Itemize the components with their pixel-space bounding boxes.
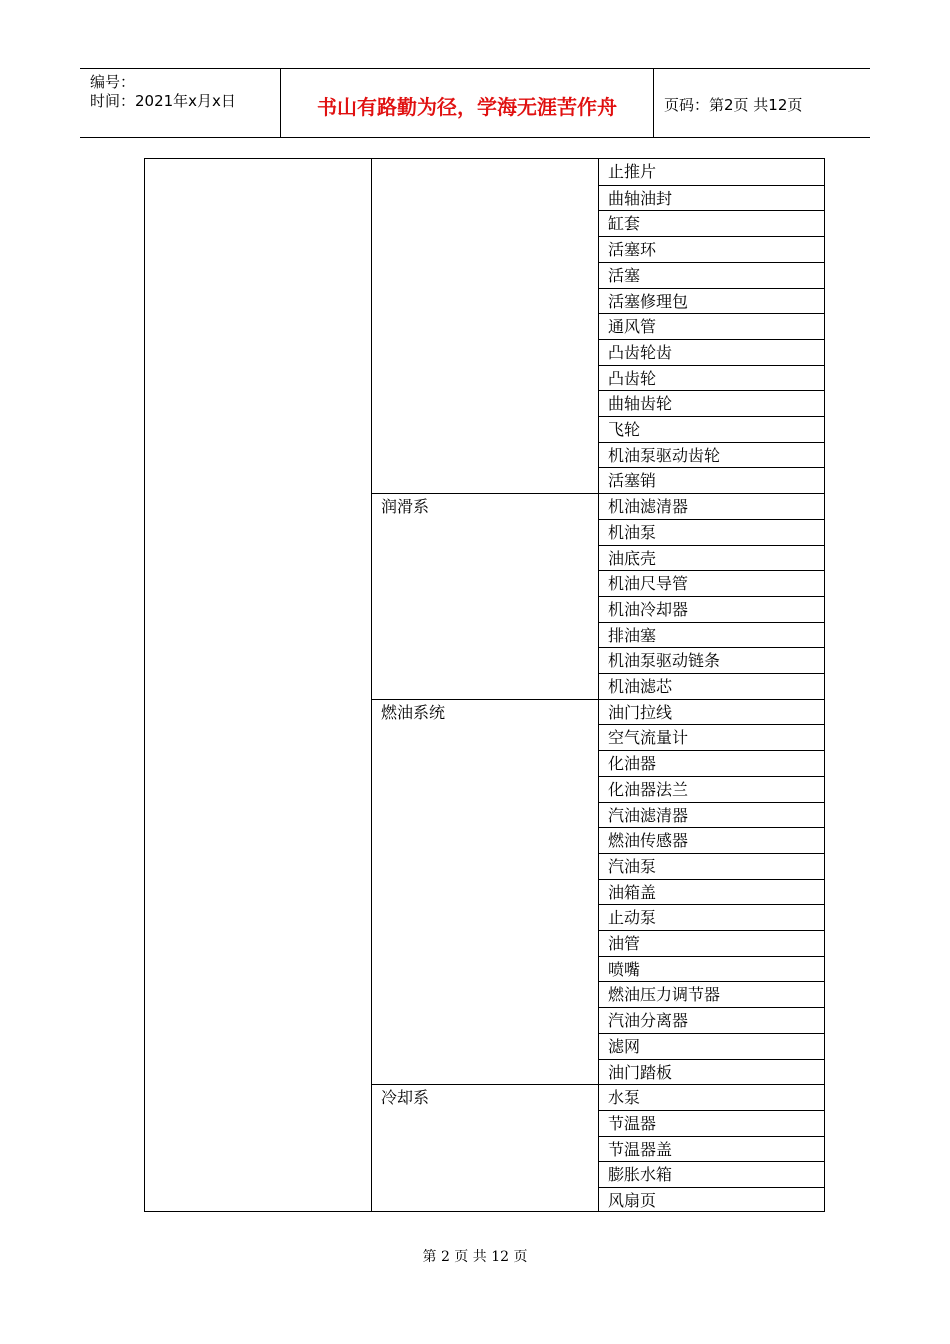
part-row — [599, 1136, 824, 1162]
part-name: 汽油泵 — [608, 856, 657, 876]
part-column — [599, 159, 824, 1211]
part-row — [599, 390, 824, 416]
part-name: 节温器盖 — [608, 1139, 673, 1159]
header-motto-cell — [281, 69, 654, 137]
part-row — [599, 981, 824, 1007]
part-name: 活塞销 — [608, 471, 657, 491]
part-name: 水泵 — [608, 1088, 641, 1108]
part-row — [599, 185, 824, 211]
part-name: 止动泵 — [608, 908, 657, 928]
system-label: 冷却系 — [381, 1088, 430, 1108]
part-row — [599, 210, 824, 236]
part-name: 机油泵驱动链条 — [608, 651, 721, 671]
part-name: 油管 — [608, 934, 641, 953]
part-name: 曲轴油封 — [608, 188, 673, 208]
part-name: 机油尺导管 — [608, 574, 689, 594]
part-row — [599, 236, 824, 262]
header-page-cell — [654, 69, 870, 137]
part-name: 机油泵 — [608, 522, 657, 542]
part-row — [599, 467, 824, 493]
part-row — [599, 699, 824, 725]
part-row — [599, 904, 824, 930]
part-name: 汽油分离器 — [608, 1011, 689, 1031]
part-name: 节温器 — [608, 1113, 657, 1133]
part-name: 滤网 — [608, 1036, 641, 1056]
header-motto: 书山有路勤为径，学海无涯苦作舟 — [317, 95, 617, 119]
part-row — [599, 1187, 824, 1213]
part-row — [599, 622, 824, 648]
header-page-info: 页码：第2页 共12页 — [664, 96, 803, 114]
part-name: 喷嘴 — [608, 959, 641, 979]
system-column — [372, 159, 599, 1211]
part-row — [599, 416, 824, 442]
part-row — [599, 930, 824, 956]
part-row — [599, 1059, 824, 1085]
part-name: 油箱盖 — [608, 882, 657, 902]
part-name: 活塞修理包 — [608, 291, 689, 311]
part-row — [599, 724, 824, 750]
part-row — [599, 570, 824, 596]
part-name: 空气流量计 — [608, 728, 689, 748]
part-row — [599, 159, 824, 185]
part-row — [599, 596, 824, 622]
page-footer — [0, 1246, 950, 1266]
part-row — [599, 365, 824, 391]
part-name: 排油塞 — [608, 625, 657, 645]
part-name: 油门拉线 — [608, 702, 673, 722]
part-name: 燃油压力调节器 — [608, 985, 721, 1005]
part-row — [599, 1110, 824, 1136]
part-row — [599, 853, 824, 879]
part-row — [599, 673, 824, 699]
part-row — [599, 776, 824, 802]
part-name: 飞轮 — [608, 420, 641, 439]
footer-page-number: 第 2 页 共 12 页 — [422, 1249, 528, 1265]
part-name: 凸齿轮齿 — [608, 342, 673, 362]
part-row — [599, 262, 824, 288]
part-row — [599, 647, 824, 673]
part-name: 化油器 — [608, 754, 657, 774]
part-name: 汽油滤清器 — [608, 805, 689, 825]
part-row — [599, 313, 824, 339]
system-label: 润滑系 — [381, 497, 430, 517]
part-name: 风扇页 — [608, 1191, 657, 1210]
part-name: 化油器法兰 — [608, 779, 689, 799]
part-row — [599, 288, 824, 314]
part-row — [599, 879, 824, 905]
part-name: 凸齿轮 — [608, 368, 657, 388]
part-name: 机油滤芯 — [608, 677, 673, 696]
system-label: 燃油系统 — [381, 702, 446, 722]
header-meta-cell — [80, 69, 281, 137]
part-name: 燃油传感器 — [608, 831, 689, 851]
part-name: 机油冷却器 — [608, 599, 689, 619]
part-row — [599, 802, 824, 828]
part-row — [599, 519, 824, 545]
part-row — [599, 1007, 824, 1033]
part-row — [599, 493, 824, 519]
part-name: 膨胀水箱 — [608, 1165, 673, 1185]
part-name: 机油滤清器 — [608, 497, 689, 517]
part-row — [599, 750, 824, 776]
part-row — [599, 442, 824, 468]
page-header — [80, 68, 870, 138]
document-time-label: 时间：2021年x月x日 — [90, 92, 236, 110]
part-row — [599, 1033, 824, 1059]
part-name: 曲轴齿轮 — [608, 394, 673, 414]
parts-table — [144, 158, 825, 1212]
part-name: 活塞环 — [608, 240, 657, 260]
part-row — [599, 545, 824, 571]
part-name: 缸套 — [608, 214, 641, 234]
category-column — [145, 159, 372, 1211]
part-name: 通风管 — [608, 317, 657, 337]
part-name: 油门踏板 — [608, 1062, 673, 1082]
part-row — [599, 339, 824, 365]
part-name: 油底壳 — [608, 548, 657, 568]
part-name: 止推片 — [608, 162, 657, 181]
part-name: 活塞 — [608, 265, 641, 285]
part-row — [599, 1161, 824, 1187]
part-row — [599, 827, 824, 853]
part-name: 机油泵驱动齿轮 — [608, 445, 721, 465]
part-row — [599, 1084, 824, 1110]
part-row — [599, 956, 824, 982]
document-number-label: 编号： — [90, 73, 136, 91]
